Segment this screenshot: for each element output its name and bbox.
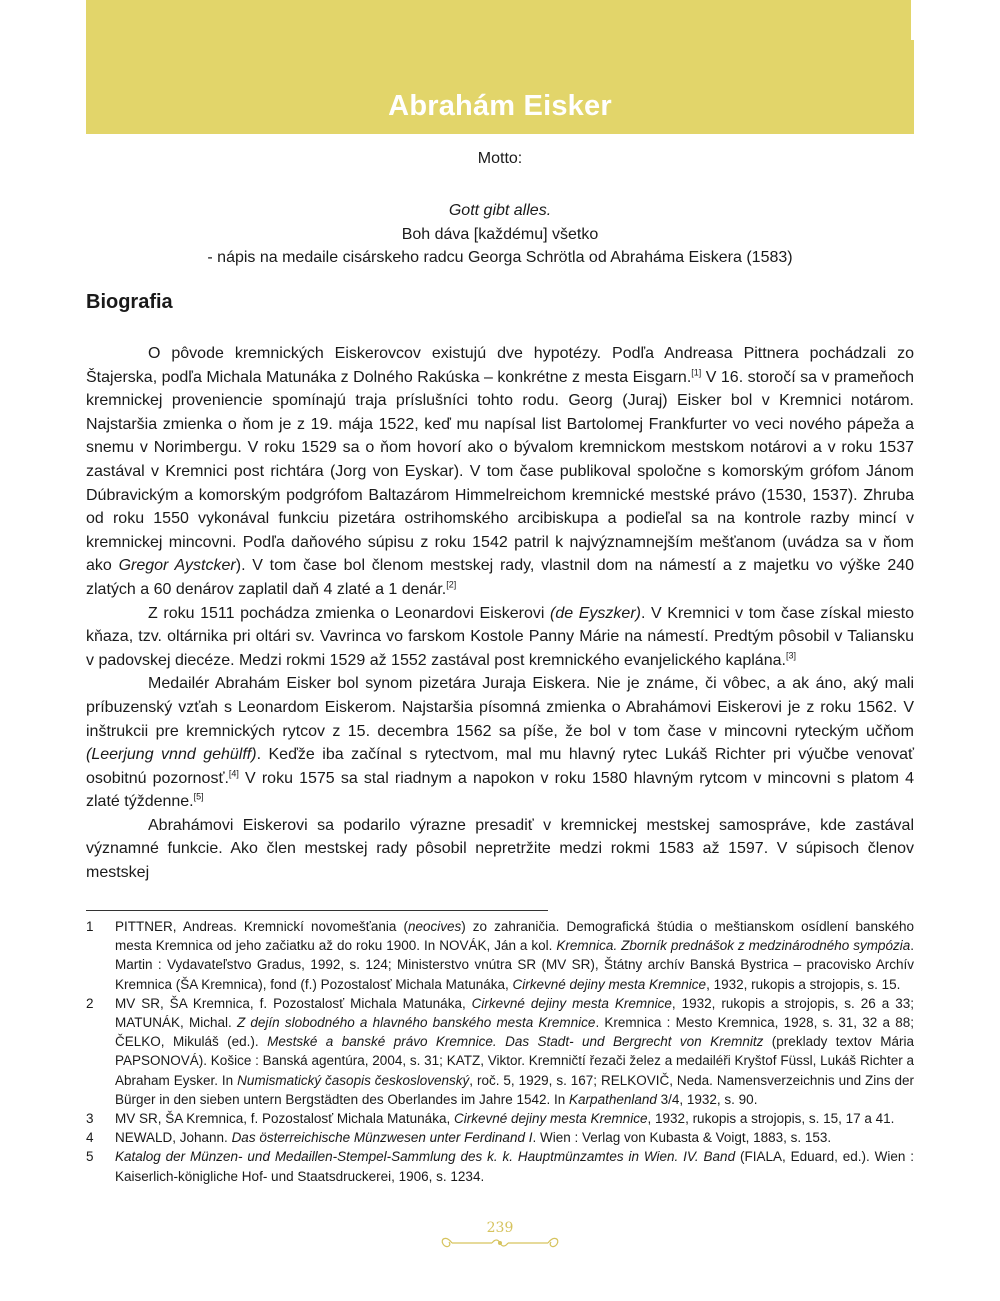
footnote-ref[interactable]: [5] [193, 791, 204, 802]
italic-text: Cirkevné dejiny mesta Kremnice [471, 995, 672, 1011]
text: MV SR, ŠA Kremnica, f. Pozostalosť Michala Matunáka, [115, 1111, 454, 1127]
footnote-ref[interactable]: [1] [691, 367, 702, 378]
text: 3/4, 1932, s. 90. [656, 1091, 758, 1107]
paragraph [86, 602, 914, 673]
text: . Kremnica : Mesto Kremnica, 1928, s. 31, 32 a 88; ČELKO, Mikuláš (ed.). [115, 1015, 914, 1050]
text: PITTNER, Andreas. Kremnickí novomešťania ( [115, 919, 408, 934]
text: , roč. 5, 1929, s. 167; RELKOVIČ, Neda. Namensverzeichnis und Zins der Bürger in den sieben untern Bergstädten des Oberlandes im Jahre 1542. In [115, 1072, 914, 1107]
footnote-text [115, 1109, 914, 1128]
page-ornament-icon [438, 1233, 562, 1253]
paragraph [86, 672, 914, 814]
footnotes [86, 917, 914, 1186]
italic-text: neocives [407, 919, 462, 934]
footnote-divider [86, 910, 548, 911]
italic-text: Gregor Aystcker [118, 557, 236, 575]
text: . Keďže iba začínal s rytectvom, mal mu hlavný rytec Lukáš Richter pri výučbe venovať osobitnú pozornosť. [86, 746, 914, 787]
motto-translation: Boh dáva [každému] všetko [401, 225, 599, 243]
paragraph [86, 814, 914, 885]
footnote-text [115, 1128, 914, 1147]
text: Abrahámovi Eiskerovi sa podarilo výrazne presadiť v kremnickej mestskej samospráve, kde zastával významné funkcie. Ako člen mestskej rady pôsobil nepretržite medzi rokmi 1583 až 1597. V súpisoch členov mestskej [86, 816, 914, 882]
chapter-title: Abrahám Eisker [388, 90, 612, 122]
banner-notch [911, 0, 914, 40]
italic-text: Numismatický časopis československý [237, 1072, 470, 1088]
italic-text: Karpathenland [569, 1091, 657, 1107]
footnote-ref[interactable]: [3] [785, 650, 796, 661]
text: (FIALA, Eduard, ed.). Wien : Kaiserlich-königliche Hof- und Staatsdruckerei, 1906, s. 1234. [115, 1149, 914, 1184]
italic-text: Z dejín slobodného a hlavného banského mesta Kremnice [236, 1015, 596, 1031]
italic-text: Cirkevné dejiny mesta Kremnice [453, 1111, 648, 1127]
text: (preklady textov Mária PAPSONOVÁ). Košice : Banská agentúra, 2004, s. 31; KATZ, Viktor. Kremničtí řezači želez a medailéři Kryštof Füssl, Lukáš Richter a Abraham Eysker. In [115, 1034, 914, 1088]
text: , 1932, rukopis a strojopis, s. 15, 17 a 41. [647, 1111, 895, 1127]
footnote [86, 1109, 914, 1128]
footnote-ref[interactable]: [4] [228, 768, 239, 779]
motto-source: - nápis na medaile cisárskeho radcu Georga Schrötla od Abraháma Eiskera (1583) [207, 249, 793, 266]
footnote [86, 917, 914, 994]
text: ) zo zahraničia. Demografická štúdia o meštianskom osídlení banského mesta Kremnica od jeho začiatku až do roku 1900. In NOVÁK, Ján a kol. [115, 919, 914, 954]
footnote-number: 1 [86, 919, 94, 934]
chapter-banner [86, 0, 914, 134]
text: O pôvode kremnických Eiskerovcov existujú dve hypotézy. Podľa Andreasa Pittnera pochádzali zo Štajerska, podľa Michala Matunáka z Dolného Rakúska – konkrétne z mesta Eisgarn. [86, 345, 914, 386]
footnote [86, 1147, 914, 1185]
footnote-number: 5 [86, 1149, 94, 1165]
text: , 1932, rukopis a strojopis, s. 15. [706, 976, 901, 992]
motto-block [86, 199, 914, 270]
text: V roku 1575 sa stal riadnym a napokon v roku 1580 hlavným rytcom v mincovni s platom 4 zlaté týždenne. [86, 769, 915, 811]
text: Z roku 1511 pochádza zmienka o Leonardovi Eiskerovi [148, 604, 551, 622]
italic-text: (de Eyszker) [550, 604, 641, 622]
text: NEWALD, Johann. [115, 1130, 232, 1146]
text: V 16. storočí sa v prameňoch kremnickej proveniencie spomínajú traja príslušníci tohto rodu. Georg (Juraj) Eisker bol v Kremnici notárom. Najstaršia zmienka o ňom je z 19. mája 1522, keď mu napísal list Bartolomej Frankfurter vo veci nového pápeža a snemu v Norimbergu. V roku 1529 sa o ňom hovorí ako o bývalom kremnickom mestskom notárovi a v roku 1537 zastával v Kremnici post richtára (Jorg von Eyskar). V tom čase publikoval spoločne s komorským grófom Jánom Dúbravickým a komorským podgrófom Baltazárom Himmelreichom kremnické mestské právo (1530, 1537). Zhruba od roku 1550 vykonával funkciu pizetára ostrihomského arcibiskupa a podieľal sa na kontrole razby mincí v kremnickej mincovni. Podľa daňového súpisu z roku 1542 patril k najvýznamnejším mešťanom (uvádza sa v ňom ako [86, 368, 915, 575]
italic-text: Mestské a banské právo Kremnice. Das Stadt- und Bergrecht von Kremnitz [267, 1034, 764, 1050]
italic-text: Cirkevné dejiny mesta Kremnice [512, 976, 707, 992]
text: ). V tom čase bol členom mestskej rady, vlastnil dom na námestí a z majetku vo výške 240 zlatých a 60 denárov zaplatil daň 4 zlaté a 1 denár. [86, 557, 915, 598]
footnote-number: 3 [86, 1111, 94, 1127]
italic-text: (Leerjung vnnd gehülff) [86, 746, 257, 764]
italic-text: Das österreichische Münzwesen unter Ferdinand I [231, 1130, 533, 1146]
text: , 1932, rukopis a strojopis, s. 26 a 33; MATUNÁK, Michal. [115, 995, 914, 1031]
footnote-number: 2 [86, 995, 94, 1011]
footnote-ref[interactable]: [2] [446, 579, 457, 590]
italic-text: Kremnica. Zborník prednášok z medzinárodného sympózia [556, 938, 911, 954]
text: . Martin : Vydavateľstvo Gradus, 1992, s. 124; Ministerstvo vnútra SR (MV SR), Štátny archív Banská Bystrica – pracovisko Archív Kremnica (ŠA Kremnica), fond (f.) Pozostalosť Michala Matunáka, [115, 938, 914, 992]
italic-text: Katalog der Münzen- und Medaillen-Stempel-Sammlung des k. k. Hauptmünzamtes in Wien. IV. Band [115, 1149, 736, 1165]
motto-label: Motto: [477, 150, 523, 167]
footnote [86, 994, 914, 1109]
footnote [86, 1128, 914, 1147]
footnote-text [115, 917, 914, 994]
footnote-text [115, 1147, 914, 1185]
paragraph [86, 342, 914, 602]
text: MV SR, ŠA Kremnica, f. Pozostalosť Michala Matunáka, [115, 995, 472, 1011]
text: . Wien : Verlag von Kubasta & Voigt, 1883, s. 153. [532, 1130, 832, 1146]
page-number: 239 [486, 1220, 514, 1236]
text: . V Kremnici v tom čase získal miesto kňaza, tzv. oltárnika pri oltári sv. Vavrinca vo farskom Kostole Panny Márie na námestí. Predtým pôsobil v Taliansku v padovskej diecéze. Medzi rokmi 1529 až 1552 zastával post kremnického evanjelického kaplána. [86, 604, 915, 669]
motto-quote: Gott gibt alles. [448, 202, 552, 219]
footnote-text [115, 994, 914, 1109]
text: Medailér Abrahám Eisker bol synom pizetára Juraja Eiskera. Nie je známe, či vôbec, a ak áno, aký mali príbuzenský vzťah s Leonardom Eiskerom. Najstaršia písomná zmienka o Abrahámovi Eiskerovi je z roku 1562. V inštrukcii pre kremnických rytcov z 15. decembra 1562 sa píše, že bol v tom čase v mincovni ryteckým učňom [86, 675, 914, 740]
body-text [86, 342, 914, 885]
footnote-number: 4 [86, 1130, 94, 1146]
section-title: Biografia [86, 291, 173, 313]
